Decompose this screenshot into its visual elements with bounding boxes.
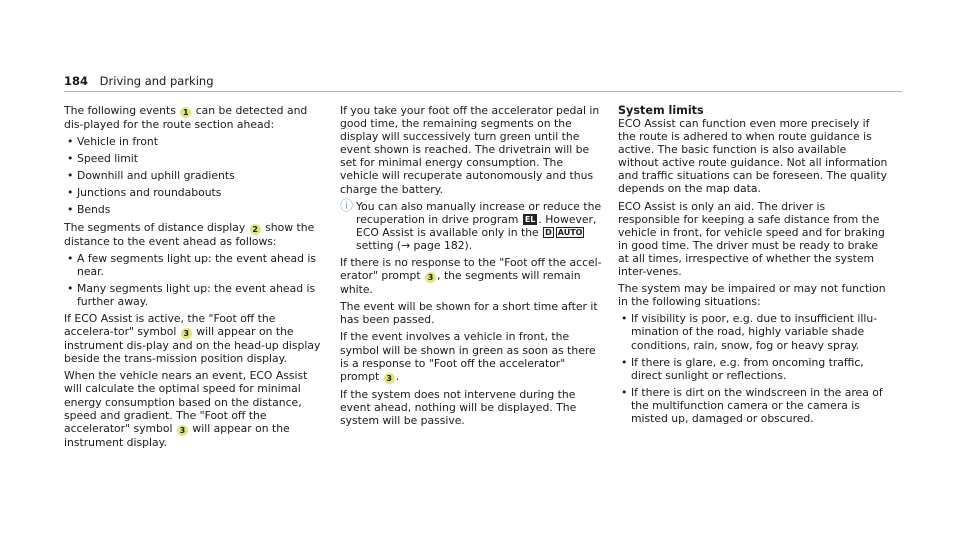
paragraph: ECO Assist is only an aid. The driver is responsible for keeping a safe distance from the vehicle in front, for vehicle speed and for braking in good time. The driver must be ready to brake at all times, irrespective of whether the system inter-venes. — [618, 199, 885, 279]
section-title: Driving and parking — [99, 74, 214, 88]
text: If ECO Assist is active, the "Foot off the accelera-tor" symbol — [64, 312, 276, 339]
paragraph — [64, 104, 326, 131]
header-rule — [64, 91, 902, 92]
paragraph — [340, 256, 602, 296]
paragraph: ECO Assist can function even more precisely if the route is adhered to when route guidance is active. The basic function is also available without active route guidance. Not all information and traffic situations can be foreseen. The quality depends on the map data. — [618, 117, 888, 196]
callout-number: 3 — [384, 373, 395, 384]
paragraph: The system may be impaired or may not function in the following situations: — [618, 282, 886, 309]
section-heading: System limits — [618, 104, 704, 117]
paragraph — [64, 221, 326, 248]
text: If the event involves a vehicle in front, the symbol will be shown in green as soon as there is a response to "Foot off the accelerator" prompt — [340, 330, 596, 383]
paragraph — [64, 369, 326, 448]
list-item: • If there is dirt on the windscreen in the area of the multifunction camera or the camera is misted up, damaged or obscured. — [618, 386, 890, 425]
paragraph: If the system does not intervene during the event ahead, nothing will be displayed. The system will be passive. — [340, 387, 577, 427]
list-item: • If visibility is poor, e.g. due to insufficient illu-mination of the road, highly variable shade conditions, rain, snow, fog or heavy spray. — [618, 312, 890, 351]
paragraph: If you take your foot off the accelerator pedal in good time, the remaining segments on the display will successively turn green until the event shown is reached. The drivetrain will be set for minimal energy consumption. The vehicle will recuperate autonomously and thus charge the battery. — [340, 104, 600, 196]
callout-number: 3 — [177, 425, 188, 436]
text: will appear on the instrument dis-play and on the head-up display beside the trans-mission position display. — [64, 325, 321, 366]
limits-list — [618, 312, 890, 425]
paragraph: The event will be shown for a short time after it has been passed. — [340, 300, 598, 327]
page-number: 184 — [64, 74, 89, 88]
text: . — [395, 369, 400, 383]
drive-program-el-key: EL — [524, 214, 536, 224]
list-item: • Vehicle in front — [64, 135, 326, 148]
event-list — [64, 135, 326, 216]
text: The segments of distance display — [64, 220, 249, 234]
column-3 — [618, 104, 890, 429]
column-1 — [64, 104, 326, 453]
info-icon: ⓘ — [340, 198, 354, 214]
text: show the distance to the event ahead as follows: — [64, 220, 315, 248]
text: can be detected and dis-played for the route section ahead: — [64, 104, 308, 131]
text: will appear on the instrument display. — [64, 421, 290, 449]
info-note — [340, 200, 602, 252]
list-item: • If there is glare, e.g. from oncoming traffic, direct sunlight or reflections. — [618, 356, 890, 382]
list-item: • Downhill and uphill gradients — [64, 169, 326, 182]
text: setting (→ page 182). — [356, 238, 473, 252]
list-item: • Many segments light up: the event ahead is further away. — [64, 282, 326, 308]
text: If there is no response to the "Foot off the accel-erator" prompt — [340, 256, 602, 283]
column-2 — [340, 104, 602, 431]
callout-number: 3 — [425, 272, 436, 283]
callout-number: 1 — [180, 107, 191, 118]
page-header — [64, 74, 214, 88]
paragraph — [64, 312, 326, 365]
list-item: • A few segments light up: the event ahead is near. — [64, 252, 326, 278]
paragraph — [340, 330, 602, 383]
text: You can also manually increase or reduce the recuperation in drive program — [356, 199, 602, 226]
list-item: • Bends — [64, 203, 326, 216]
segment-list — [64, 252, 326, 308]
list-item: • Speed limit — [64, 152, 326, 165]
text: . However, ECO Assist is available only in the — [356, 212, 597, 239]
callout-number: 2 — [250, 224, 261, 235]
text: When the vehicle nears an event, ECO Assist will calculate the optimal speed for minimal energy consumption based on the distance, speed and gradient. The "Foot off the accelerator" symbol — [64, 369, 308, 435]
callout-number: 3 — [181, 328, 192, 339]
text: The following events — [64, 104, 180, 117]
text: , the segments will remain white. — [340, 269, 581, 297]
auto-key: AUTO — [557, 227, 583, 237]
list-item: • Junctions and roundabouts — [64, 186, 326, 199]
drive-d-key: D — [545, 227, 552, 237]
